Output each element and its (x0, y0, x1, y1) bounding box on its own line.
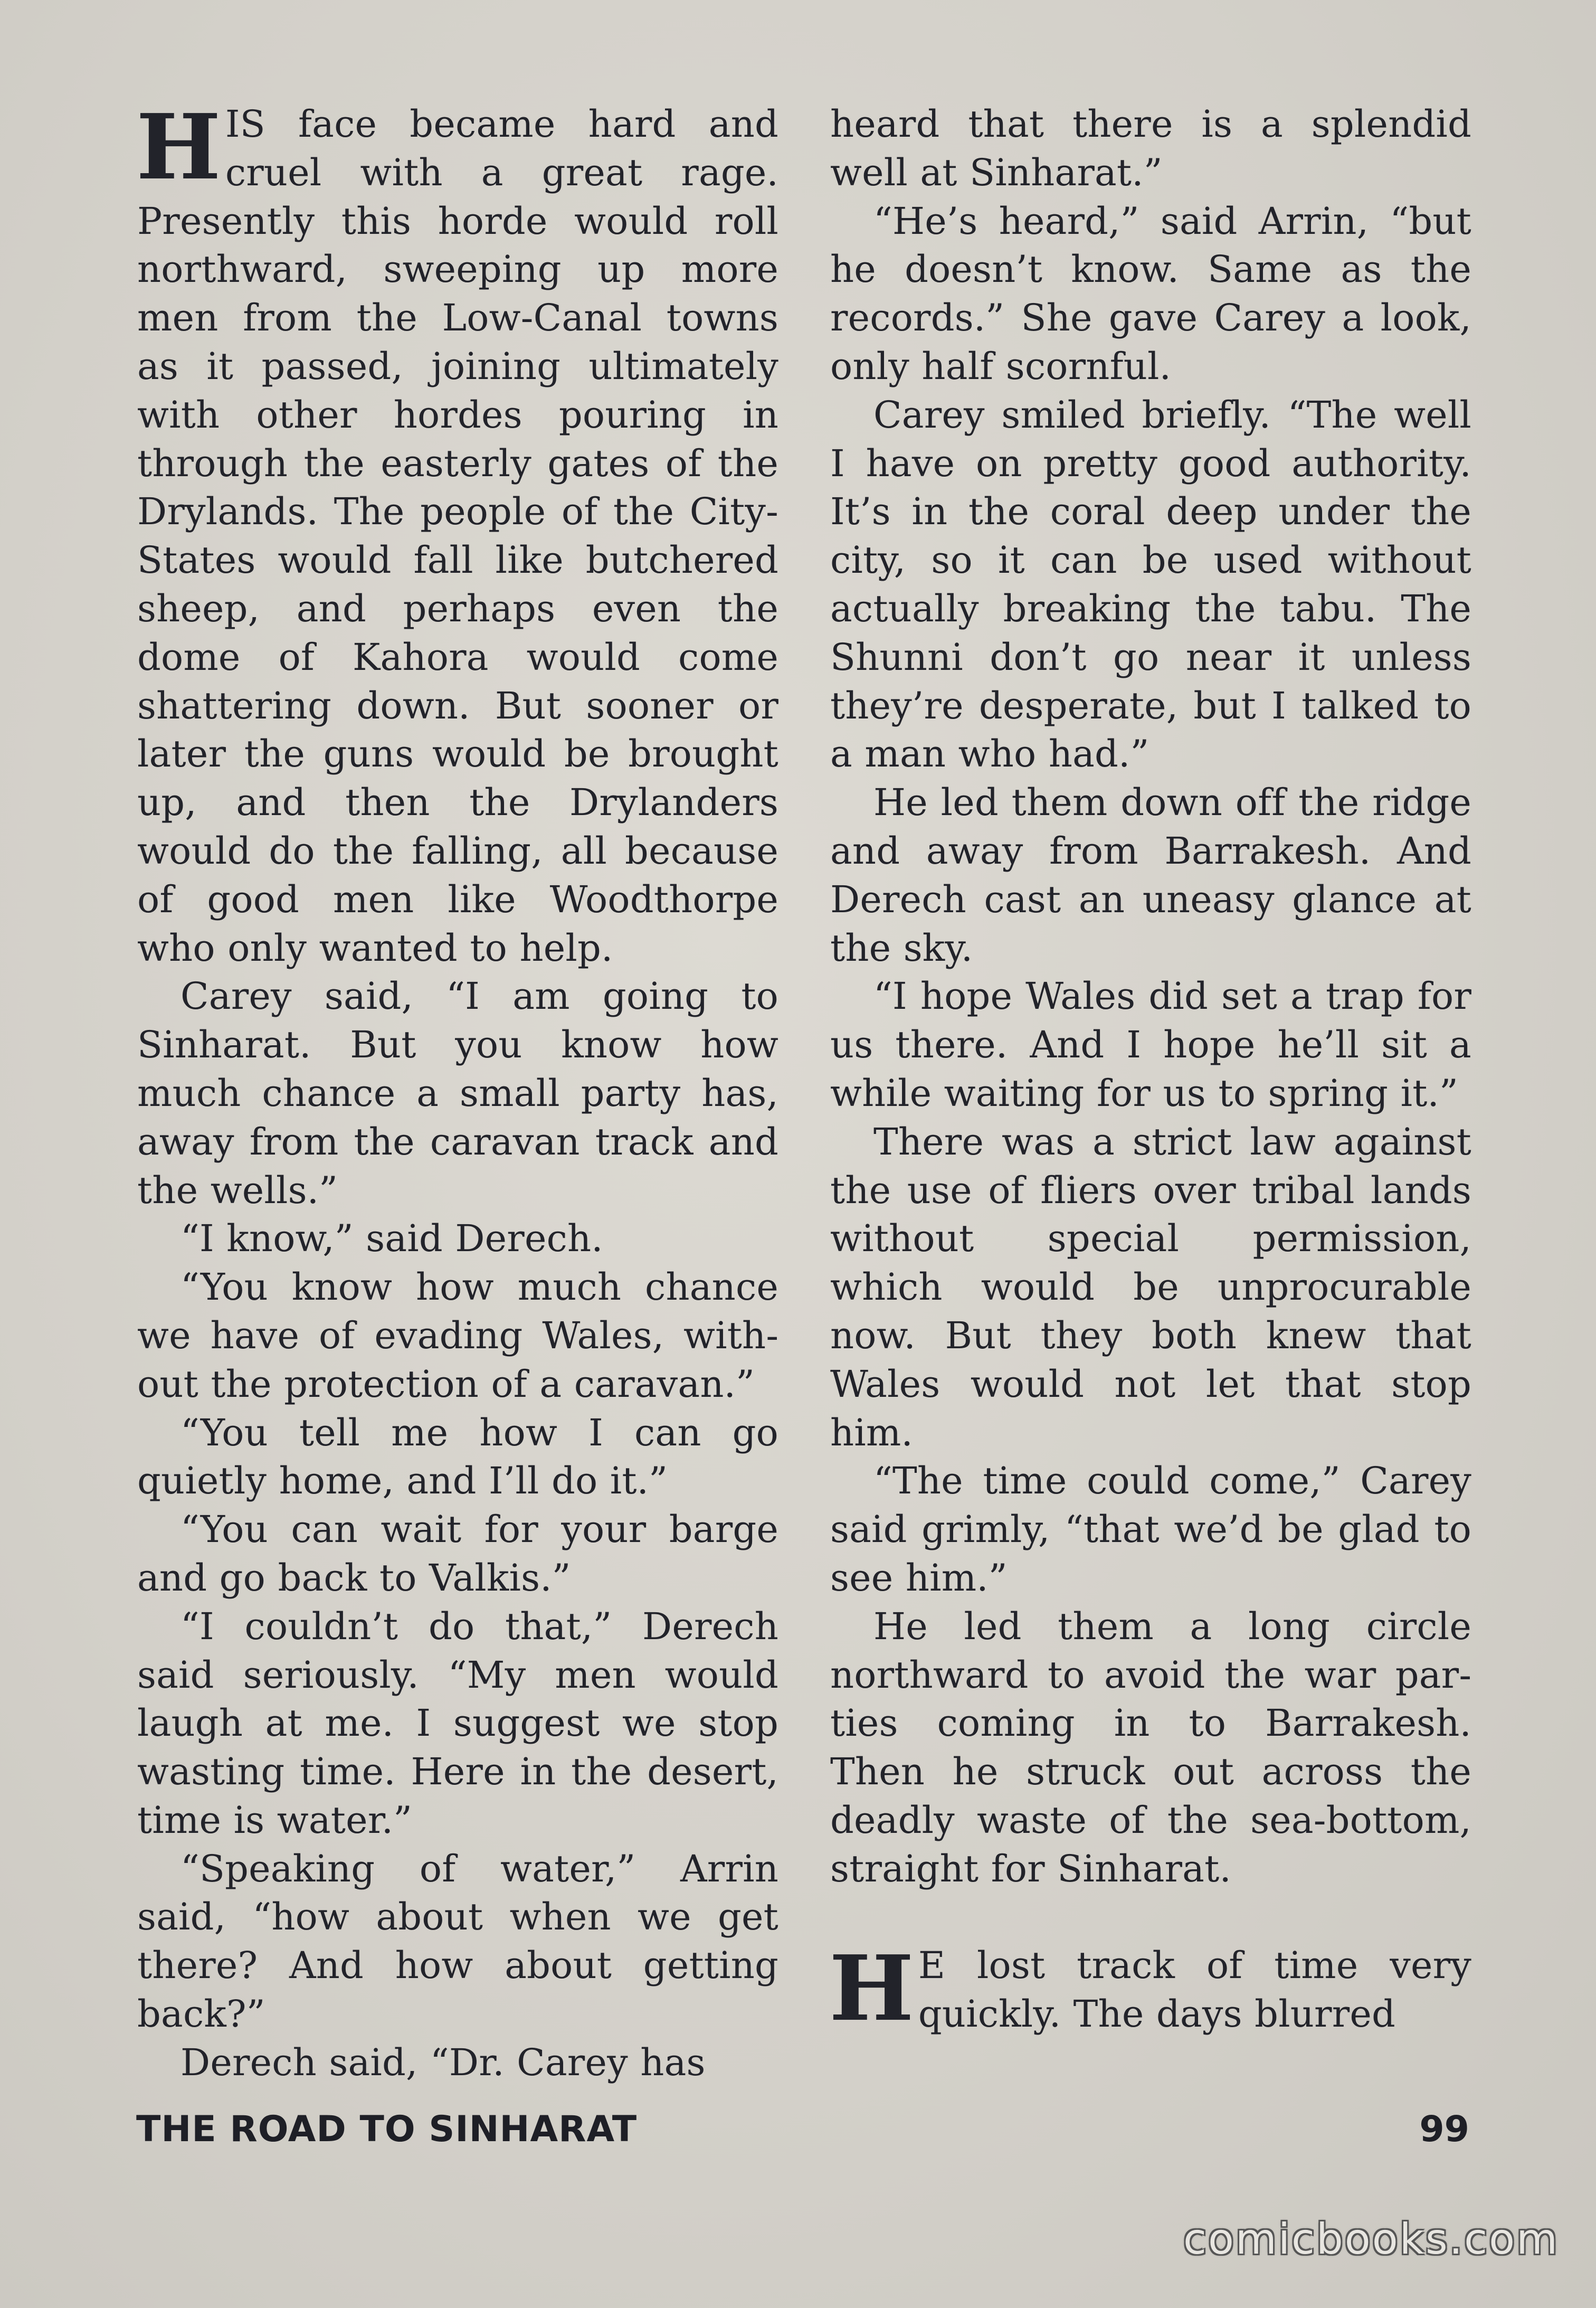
paragraph: There was a strict law against the use of fliers over tribal lands without special permission, which would be unprocurable now. But they both knew that Wales would not let that stop him. (830, 1120, 1471, 1454)
drop-cap: H (136, 94, 221, 200)
paragraph: “I hope Wales did set a trap for us there. And I hope he’ll sit a while waiting for us to spring it.” (830, 975, 1471, 1115)
paragraph: Carey smiled briefly. “The well I have on pretty good authority. It’s in the coral deep under the city, so it can be used without actually breaking the tabu. The Shunni don’t go near it unless they’re desperate, but I talked to a man who had.” (830, 393, 1471, 776)
paragraph: “Speaking of water,” Arrin said, “how about when we get there? And how about getting back?” (137, 1847, 778, 2036)
paragraph: “He’s heard,” said Arrin, “but he doesn’t know. Same as the records.” She gave Carey a look, only half scornful. (830, 199, 1471, 388)
paragraph (829, 1936, 1471, 2042)
paragraph: “I couldn’t do that,” Derech said seriously. “My men would laugh at me. I suggest we stop wasting time. Here in the desert, time is water.” (137, 1604, 778, 1842)
paragraph: “You know how much chance we have of evading Wales, without the protection of a caravan.” (137, 1265, 778, 1406)
drop-cap: H (829, 1936, 914, 2042)
paragraph: “You tell me how I can go quietly home, and I’ll do it.” (137, 1411, 778, 1503)
paragraph: heard that there is a splendid well at Sinharat.” (830, 102, 1471, 194)
paragraph (136, 94, 778, 972)
paragraph-text: E lost track of time very quickly. The days blurred (918, 1944, 1471, 2036)
paragraph: “I know,” said Derech. (180, 1217, 603, 1261)
paragraph: He led them down off the ridge and away from Barrakesh. And Derech cast an uneasy glance at the sky. (830, 781, 1471, 970)
left-text-column (136, 94, 778, 2087)
paragraph: He led them a long circle northward to avoid the war parties coming in to Barrakesh. Then he struck out across the deadly waste of the sea-bottom, straight for Sinharat. (830, 1604, 1471, 1890)
watermark: comicbooks.com (1183, 2215, 1559, 2264)
right-text-column (829, 100, 1471, 2042)
paragraph: “You can wait for your barge and go back to Valkis.” (137, 1508, 778, 1600)
paragraph: Carey said, “I am going to Sinharat. But you know how much chance a small party has, away from the caravan track and the wells.” (137, 975, 778, 1212)
paragraph: “The time could come,” Carey said grimly, “that we’d be glad to see him.” (830, 1459, 1471, 1600)
page-number: 99 (1419, 2108, 1469, 2150)
running-footer-title: THE ROAD TO SINHARAT (136, 2108, 638, 2150)
paragraph: Derech said, “Dr. Carey has (180, 2040, 706, 2084)
paragraph-text: IS face became hard and cruel with a great rage. Presently this horde would roll northward, sweeping up more men from the Low-Canal towns as it passed, joining ultimately with other hordes pouring in through the easterly gates of the Drylands. The people of the City-States would fall like butchered sheep, and perhaps even the dome of Kahora would come shattering down. But sooner or later the guns would be brought up, and then the Drylanders would do the falling, all because of good men like Woodthorpe who only wanted to help. (137, 102, 778, 970)
